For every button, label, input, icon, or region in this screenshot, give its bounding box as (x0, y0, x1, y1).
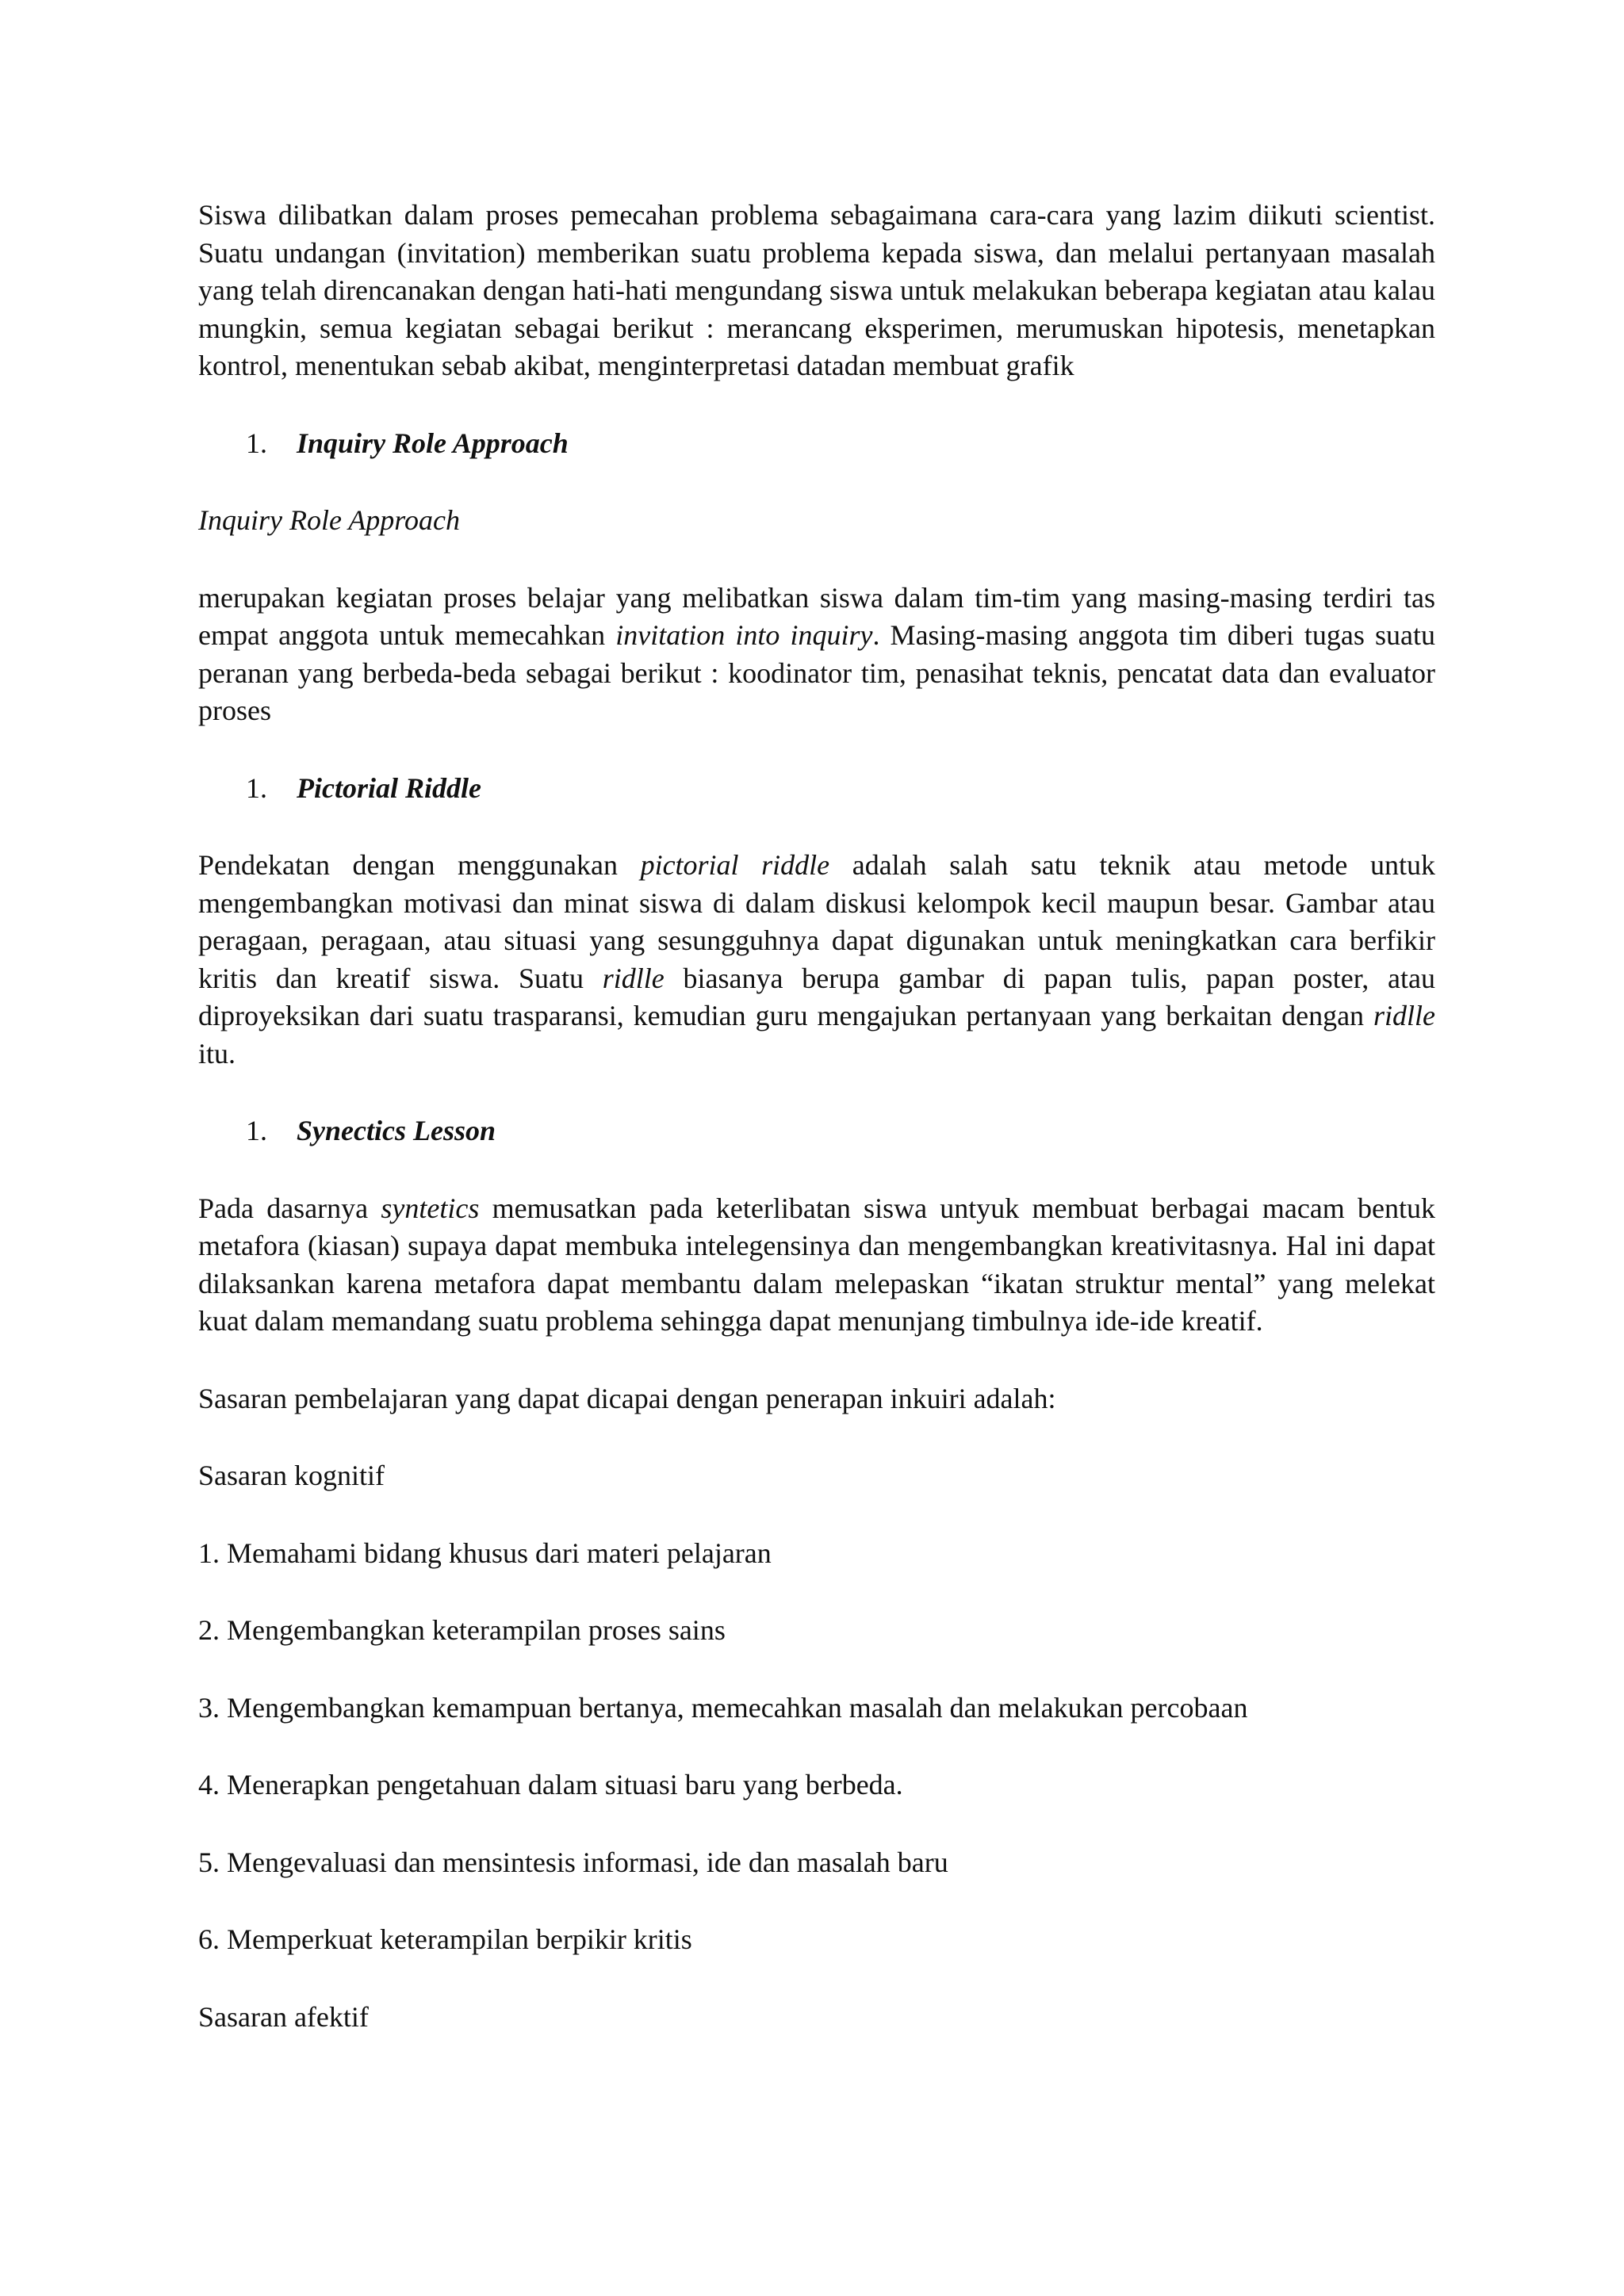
emphasis-text: invitation into inquiry (615, 619, 873, 651)
synectics-paragraph (198, 1190, 1435, 1341)
text-run: adalah salah satu teknik atau metode untuk mengembangkan motivasi dan minat siswa di dalam diskusi kelompok kecil maupun besar. Gambar atau peragaan, peragaan, atau situasi yang sesungguhnya dapat digunakan untuk meningkatkan cara berfikir kritis dan kreatif siswa. Suatu (198, 849, 1435, 994)
emphasis-text: ridlle (1373, 1000, 1435, 1031)
emphasis-text: syntetics (381, 1192, 480, 1224)
inquiry-role-paragraph (198, 580, 1435, 730)
emphasis-text: pictorial riddle (640, 849, 830, 881)
section-number: 1. (246, 427, 267, 459)
text-run: . Masing-masing anggota tim diberi tugas suatu peranan yang berbeda-beda sebagai berikut : koodinator tim, penasihat teknis, pencatat data dan evaluator proses (198, 619, 1435, 726)
page-content (198, 197, 1435, 2036)
section-title: Inquiry Role Approach (297, 427, 569, 459)
text-run: Pendekatan dengan menggunakan (198, 849, 641, 881)
goal-item-6: 6. Memperkuat keterampilan berpikir kritis (198, 1923, 692, 1955)
goal-item-5: 5. Mengevaluasi dan mensintesis informasi, ide dan masalah baru (198, 1846, 948, 1878)
section-subheading: Inquiry Role Approach (198, 504, 460, 536)
text-run: memusatkan pada keterlibatan siswa untyuk membuat berbagai macam bentuk metafora (kiasan) supaya dapat membuka intelegensinya dan mengembangkan kreativitasnya. Hal ini dapat dilaksankan karena metafora dapat membantu dalam melepaskan “ikatan struktur mental” yang melekat kuat dalam memandang suatu problema sehingga dapat menunjang timbulnya ide-ide kreatif. (198, 1192, 1435, 1337)
text-run: Pada dasarnya (198, 1192, 381, 1224)
text-run: merupakan kegiatan proses belajar yang melibatkan siswa dalam tim-tim yang masing-masing terdiri tas empat anggota untuk memecahkan (198, 581, 1435, 651)
section-title: Synectics Lesson (297, 1115, 496, 1146)
section-heading-pictorial-riddle (246, 770, 1435, 808)
section-heading-inquiry-role-approach (246, 425, 1435, 463)
cognitive-goals-title: Sasaran kognitif (198, 1460, 385, 1491)
emphasis-text: ridlle (602, 962, 665, 994)
goal-item-1: 1. Memahami bidang khusus dari materi pelajaran (198, 1536, 772, 1569)
section-title: Pictorial Riddle (297, 771, 481, 804)
goal-item-3: 3. Mengembangkan kemampuan bertanya, memecahkan masalah dan melakukan percobaan (198, 1691, 1248, 1724)
pictorial-riddle-paragraph (198, 847, 1435, 1073)
goals-intro: Sasaran pembelajaran yang dapat dicapai dengan penerapan inkuiri adalah: (198, 1382, 1056, 1414)
section-heading-synectics-lesson (246, 1112, 1435, 1150)
affective-goals-title: Sasaran afektif (198, 2000, 369, 2033)
intro-paragraph: Siswa dilibatkan dalam proses pemecahan problema sebagaimana cara-cara yang lazim diikuti scientist. Suatu undangan (invitation) memberikan suatu problema kepada siswa, dan melalui pertanyaan masalah yang telah direncanakan dengan hati-hati mengundang siswa untuk melakukan beberapa kegiatan atau kalau mungkin, semua kegiatan sebagai berikut : merancang eksperimen, merumuskan hipotesis, menetapkan kontrol, menentukan sebab akibat, menginterpretasi datadan membuat grafik (198, 199, 1435, 381)
goal-item-2: 2. Mengembangkan keterampilan proses sains (198, 1614, 726, 1646)
text-run: biasanya berupa gambar di papan tulis, papan poster, atau diproyeksikan dari suatu trasparansi, kemudian guru mengajukan pertanyaan yang berkaitan dengan (198, 962, 1435, 1031)
section-number: 1. (246, 771, 267, 804)
text-run: itu. (198, 1037, 236, 1070)
goal-item-4: 4. Menerapkan pengetahuan dalam situasi baru yang berbeda. (198, 1769, 903, 1800)
section-number: 1. (246, 1115, 267, 1146)
